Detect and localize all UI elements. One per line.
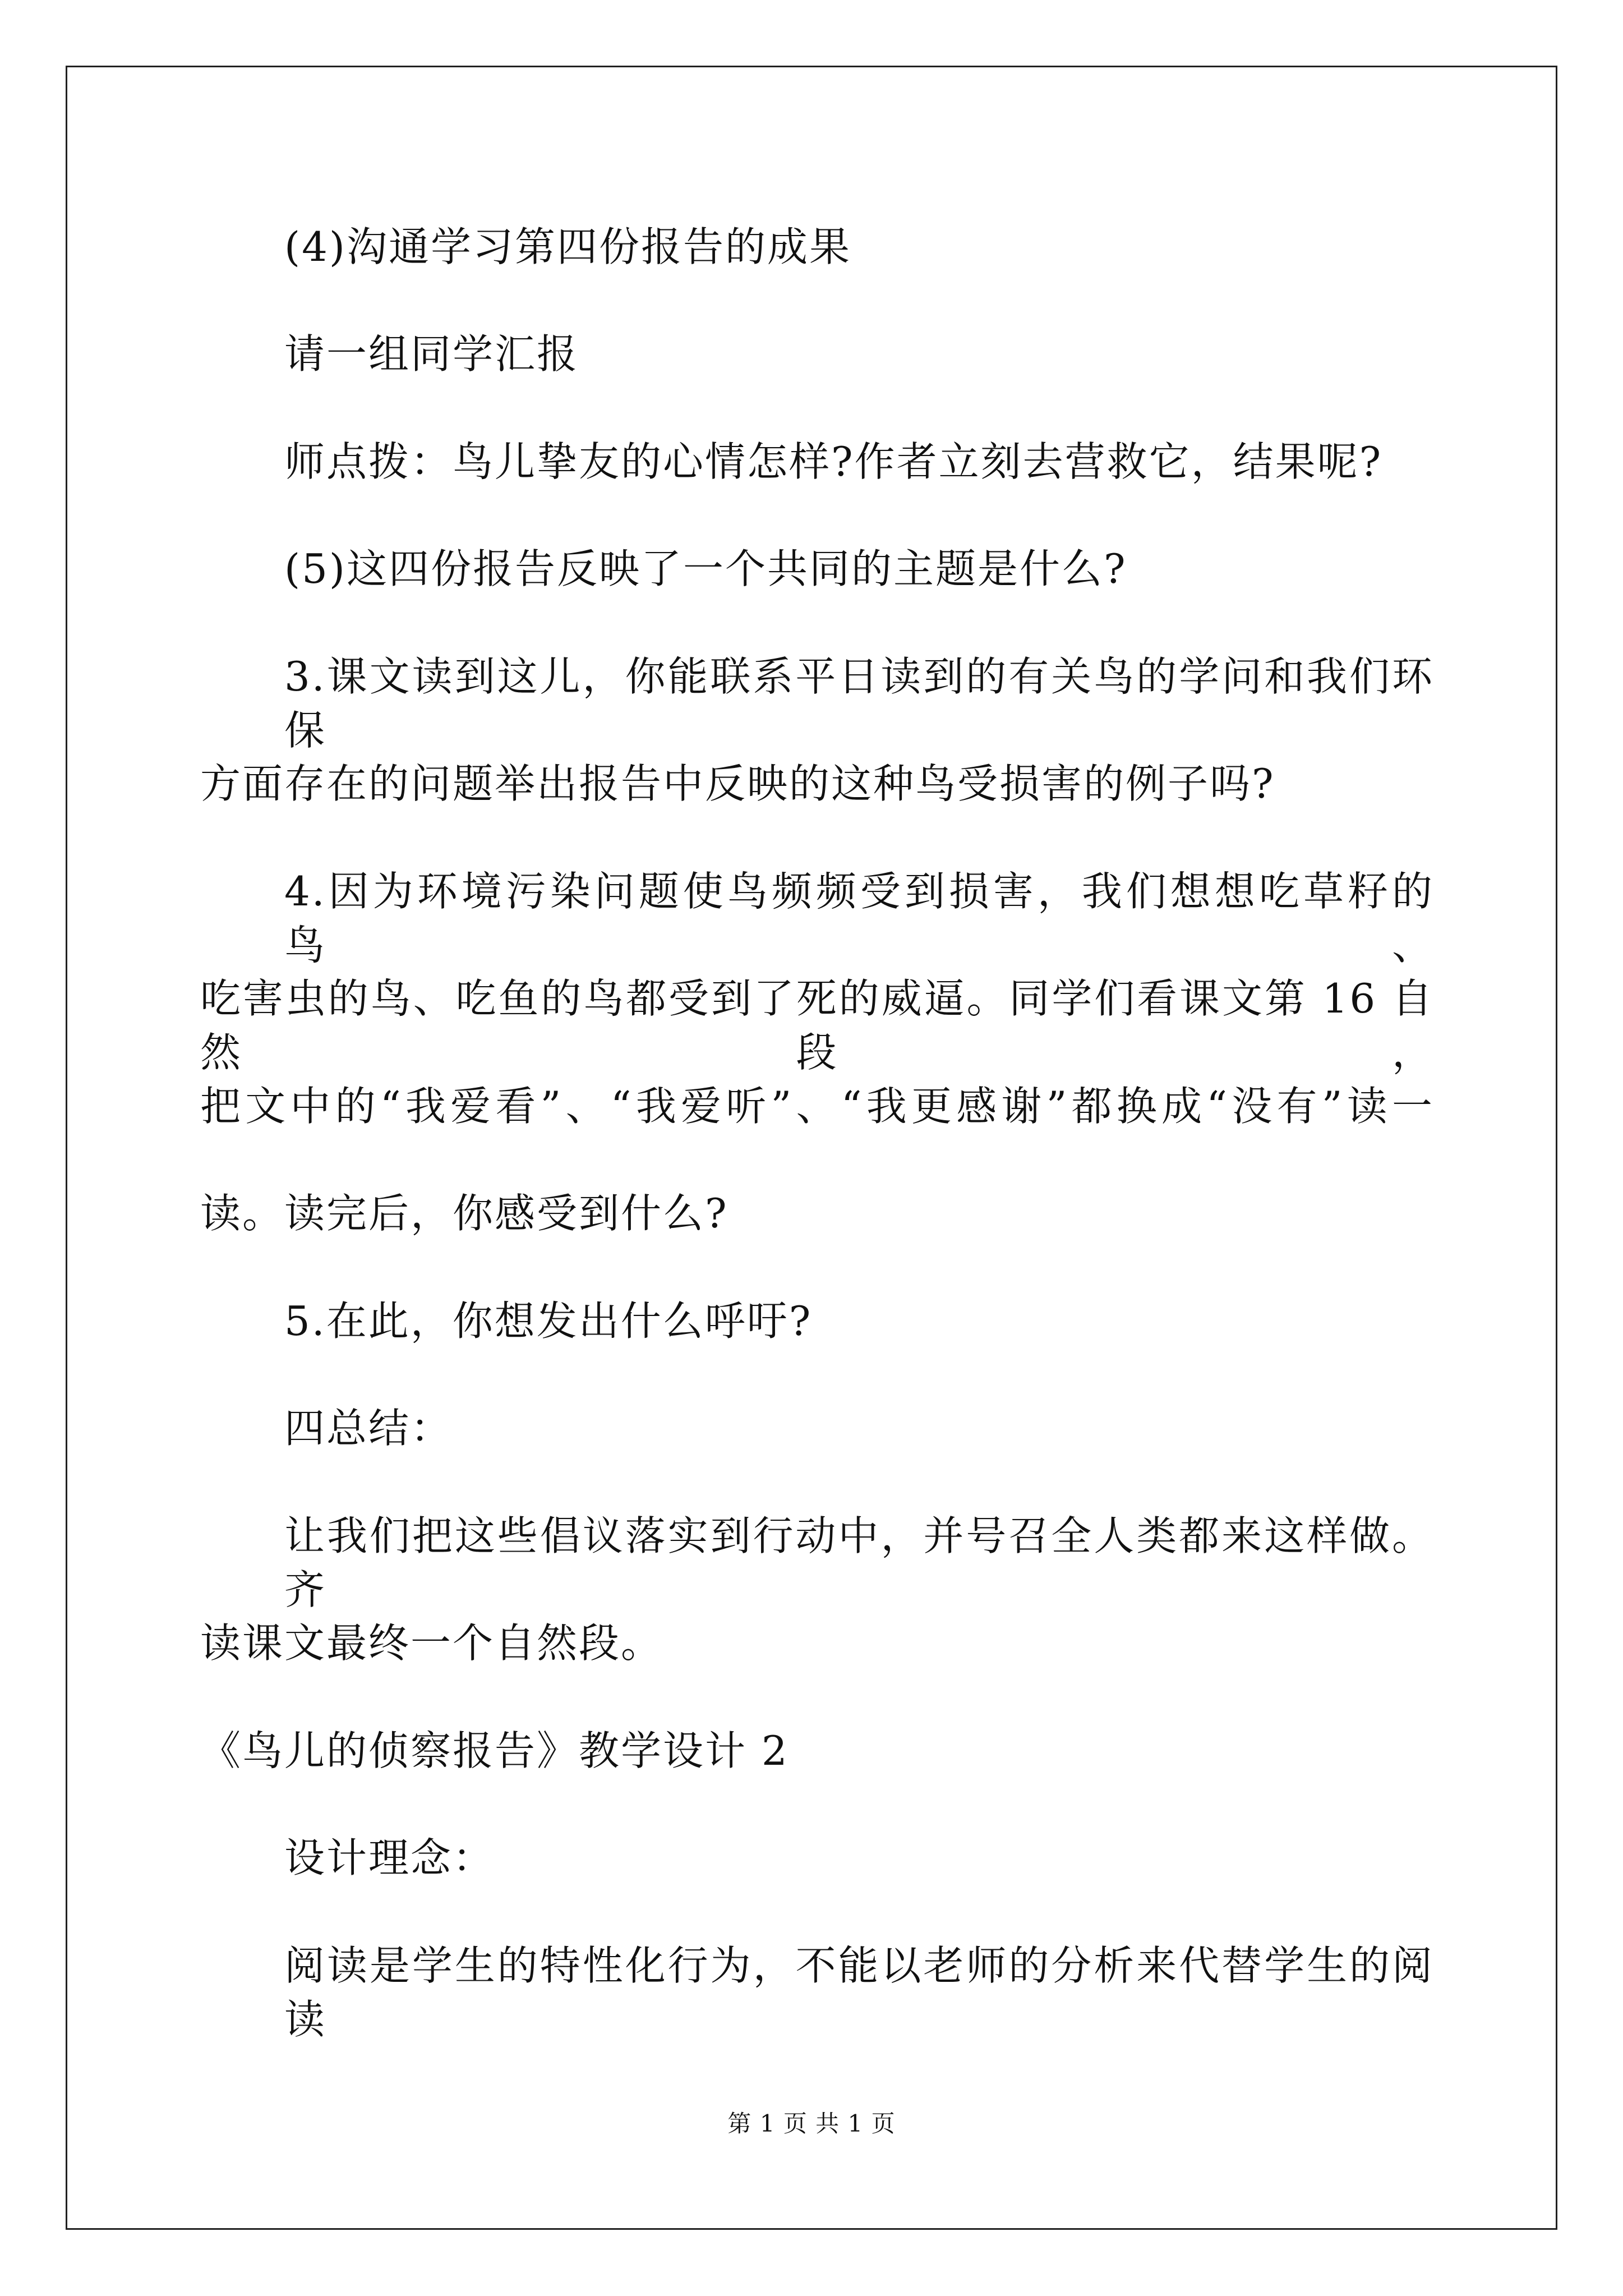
paragraph-line: 吃害虫的鸟、吃鱼的鸟都受到了死的威逼。同学们看课文第 16 自然段， xyxy=(200,975,1434,1076)
paragraph-line: 让我们把这些倡议落实到行动中，并号召全人类都来这样做。齐 xyxy=(284,1512,1434,1613)
paragraph-line: 师点拨：鸟儿挚友的心情怎样?作者立刻去营救它，结果呢? xyxy=(284,438,1383,485)
paragraph-line: 4.因为环境污染问题使鸟频频受到损害，我们想想吃草籽的鸟、 xyxy=(284,868,1434,969)
paragraph-line: 3.课文读到这儿，你能联系平日读到的有关鸟的学问和我们环保 xyxy=(284,653,1434,754)
section-heading: 设计理念： xyxy=(284,1834,495,1881)
paragraph-line: 读。读完后，你感受到什么? xyxy=(200,1190,728,1237)
paragraph-line: 方面存在的问题举出报告中反映的这种鸟受损害的例子吗? xyxy=(200,760,1275,807)
paragraph-line: 读课文最终一个自然段。 xyxy=(200,1619,663,1667)
page-footer: 第 1 页 共 1 页 xyxy=(727,2110,896,2137)
section-heading: 四总结： xyxy=(284,1405,453,1452)
paragraph-line: 5.在此，你想发出什么呼吁? xyxy=(284,1297,813,1345)
paragraph-line: 把文中的“我爱看”、“我爱听”、“我更感谢”都换成“没有”读一 xyxy=(200,1083,1434,1130)
paragraph-line: (4)沟通学习第四份报告的成果 xyxy=(284,223,851,270)
document-subtitle: 《鸟儿的侦察报告》教学设计 2 xyxy=(200,1727,789,1774)
paragraph-line: 阅读是学生的特性化行为，不能以老师的分析来代替学生的阅读 xyxy=(284,1942,1434,2043)
page-border xyxy=(66,66,1557,2230)
paragraph-line: (5)这四份报告反映了一个共同的主题是什么? xyxy=(284,545,1127,592)
paragraph-line: 请一组同学汇报 xyxy=(284,330,579,378)
